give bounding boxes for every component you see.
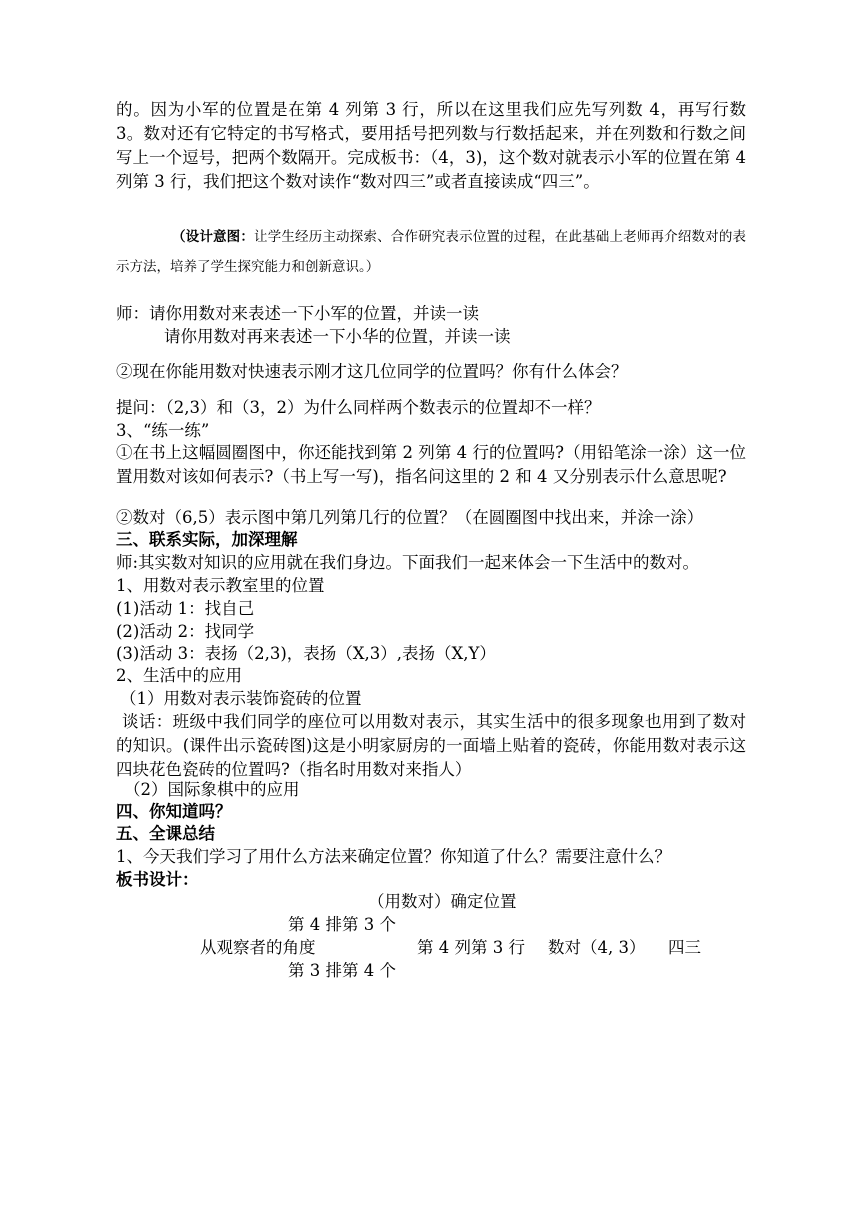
section-3-heading: 三、联系实际，加深理解 — [116, 530, 298, 549]
talk-paragraph: 谈话：班级中我们同学的座位可以用数对表示，其实生活中的很多现象也用到了数对的知识。(课件出示瓷砖图)这是小明家厨房的一面墙上贴着的瓷砖，你能用数对表示这四块花色瓷砖的位置吗?（指名时用数对来指人） — [116, 712, 746, 779]
teacher-intro-line: 师:其实数对知识的应用就在我们身边。下面我们一起来体会一下生活中的数对。 — [116, 553, 700, 572]
teacher-line-2: 请你用数对再来表述一下小华的位置，并读一读 — [164, 327, 511, 346]
life-application-heading: 2、生活中的应用 — [116, 666, 242, 685]
design-intent-lead: （设计意图： — [172, 229, 255, 245]
paragraph-explanation: 的。因为小军的位置是在第 4 列第 3 行，所以在这里我们应先写列数 4，再写行数 3。数对还有它特定的书写格式，要用括号把列数与行数括起来，并在列数和行数之间写上一个逗号，把两个数隔开。完成板书：（4，3)，这个数对就表示小军的位置在第 4 列第 3 行，我们把这个数对读作“数对四三”或者直接读成“四三”。 — [116, 100, 746, 191]
section-5-heading: 五、全课总结 — [116, 824, 215, 843]
summary-line: 1、今天我们学习了用什么方法来确定位置？你知道了什么？需要注意什么？ — [116, 847, 671, 866]
chess-heading: （2）国际象棋中的应用 — [124, 780, 300, 799]
activity-2: (2)活动 2：找同学 — [116, 622, 255, 641]
board-pair: 数对（4, 3） — [548, 938, 646, 957]
design-intent-text: 让学生经历主动探索、合作研究表示位置的过程，在此基础上老师再介绍数对的表示方法，培养了学生探究能力和创新意识。） — [116, 229, 747, 275]
board-observer: 从观察者的角度 — [200, 938, 316, 957]
tile-heading: （1）用数对表示装饰瓷砖的位置 — [120, 689, 362, 708]
section-4-heading: 四、你知道吗？ — [116, 802, 232, 821]
board-design-heading: 板书设计： — [116, 870, 199, 889]
board-column-row: 第 4 列第 3 行 — [417, 938, 525, 957]
classroom-heading: 1、用数对表示教室里的位置 — [116, 576, 325, 595]
board-reading: 四三 — [668, 938, 701, 957]
design-intent-note — [116, 222, 746, 282]
activity-1: (1)活动 1：找自己 — [116, 599, 255, 618]
board-row-top: 第 4 排第 3 个 — [288, 915, 396, 934]
ask-line: 提问：（2,3）和（3，2）为什么同样两个数表示的位置却不一样？ — [116, 398, 601, 417]
question-line: ②现在你能用数对快速表示刚才这几位同学的位置吗？你有什么体会？ — [116, 362, 628, 381]
board-row-bottom: 第 3 排第 4 个 — [288, 961, 396, 980]
teacher-line-1: 师：请你用数对来表述一下小军的位置，并读一读 — [116, 304, 479, 323]
practice-item-1: ①在书上这幅圆圈图中，你还能找到第 2 列第 4 行的位置吗?（用铅笔涂一涂）这一位置用数对该如何表示?（书上写一写)，指名问这里的 2 和 4 又分别表示什么意思呢? — [116, 443, 746, 486]
board-title: （用数对）确定位置 — [368, 892, 517, 911]
practice-heading: 3、“练一练” — [116, 421, 210, 440]
practice-item-2: ②数对（6,5）表示图中第几列第几行的位置？（在圆圈图中找出来，并涂一涂） — [116, 508, 704, 527]
activity-3: (3)活动 3：表扬（2,3)，表扬（X,3）,表扬（X,Y） — [116, 644, 496, 663]
